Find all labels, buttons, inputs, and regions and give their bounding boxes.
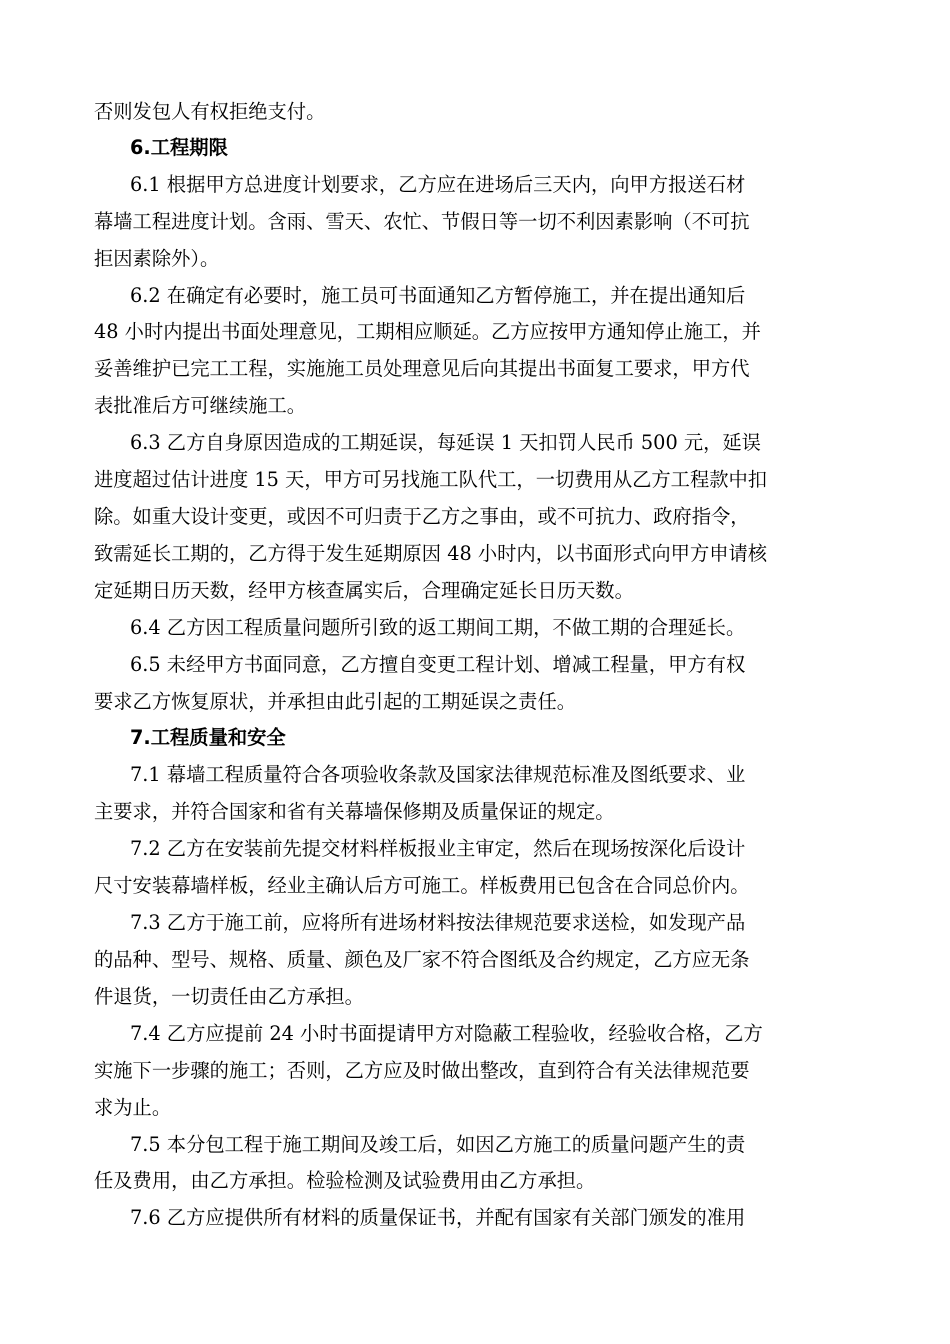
text-line: 求为止。 <box>94 1096 172 1119</box>
text-line: 48 小时内提出书面处理意见，工期相应顺延。乙方应按甲方通知停止施工，并 <box>94 320 761 343</box>
paragraph-line: 7.3 乙方于施工前，应将所有进场材料按法律规范要求送检，如发现产品 <box>130 911 746 934</box>
text-line: 致需延长工期的，乙方得于发生延期原因 48 小时内，以书面形式向甲方申请核 <box>94 542 768 565</box>
paragraph-line: 7.5 本分包工程于施工期间及竣工后，如因乙方施工的质量问题产生的责 <box>130 1133 746 1156</box>
paragraph-line: 7.4 乙方应提前 24 小时书面提请甲方对隐蔽工程验收，经验收合格，乙方 <box>130 1022 763 1045</box>
section-heading: 6.工程期限 <box>130 136 228 159</box>
text-line: 妥善维护已完工工程，实施施工员处理意见后向其提出书面复工要求，甲方代 <box>94 357 750 380</box>
paragraph-line: 7.2 乙方在安装前先提交材料样板报业主审定，然后在现场按深化后设计 <box>130 837 746 860</box>
text-line: 任及费用，由乙方承担。检验检测及试验费用由乙方承担。 <box>94 1169 596 1192</box>
text-line: 除。如重大设计变更，或因不可归责于乙方之事由，或不可抗力、政府指令， <box>94 505 750 528</box>
text-line: 实施下一步骤的施工；否则，乙方应及时做出整改，直到符合有关法律规范要 <box>94 1059 750 1082</box>
text-line: 拒因素除外）。 <box>94 247 220 270</box>
text-line: 的品种、型号、规格、质量、颜色及厂家不符合图纸及合约规定，乙方应无条 <box>94 948 750 971</box>
text-line: 主要求，并符合国家和省有关幕墙保修期及质量保证的规定。 <box>94 800 615 823</box>
text-line: 否则发包人有权拒绝支付。 <box>94 100 326 123</box>
text-line: 进度超过估计进度 15 天，甲方可另找施工队代工，一切费用从乙方工程款中扣 <box>94 468 768 491</box>
text-line: 要求乙方恢复原状，并承担由此引起的工期延误之责任。 <box>94 690 577 713</box>
paragraph-line: 7.1 幕墙工程质量符合各项验收条款及国家法律规范标准及图纸要求、业 <box>130 763 746 786</box>
paragraph-line: 6.4 乙方因工程质量问题所引致的返工期间工期，不做工期的合理延长。 <box>130 616 746 639</box>
paragraph-line: 6.1 根据甲方总进度计划要求，乙方应在进场后三天内，向甲方报送石材 <box>130 173 746 196</box>
paragraph-line: 6.2 在确定有必要时，施工员可书面通知乙方暂停施工，并在提出通知后 <box>130 284 746 307</box>
paragraph-line: 7.6 乙方应提供所有材料的质量保证书，并配有国家有关部门颁发的准用 <box>130 1206 746 1229</box>
section-heading: 7.工程质量和安全 <box>130 726 286 749</box>
text-line: 定延期日历天数，经甲方核查属实后，合理确定延长日历天数。 <box>94 579 634 602</box>
text-line: 表批准后方可继续施工。 <box>94 394 307 417</box>
text-line: 幕墙工程进度计划。含雨、雪天、农忙、节假日等一切不利因素影响（不可抗 <box>94 210 750 233</box>
paragraph-line: 6.5 未经甲方书面同意，乙方擅自变更工程计划、增减工程量，甲方有权 <box>130 653 746 676</box>
paragraph-line: 6.3 乙方自身原因造成的工期延误，每延误 1 天扣罚人民币 500 元，延误 <box>130 431 761 454</box>
text-line: 件退货，一切责任由乙方承担。 <box>94 985 364 1008</box>
text-line: 尺寸安装幕墙样板，经业主确认后方可施工。样板费用已包含在合同总价内。 <box>94 874 750 897</box>
